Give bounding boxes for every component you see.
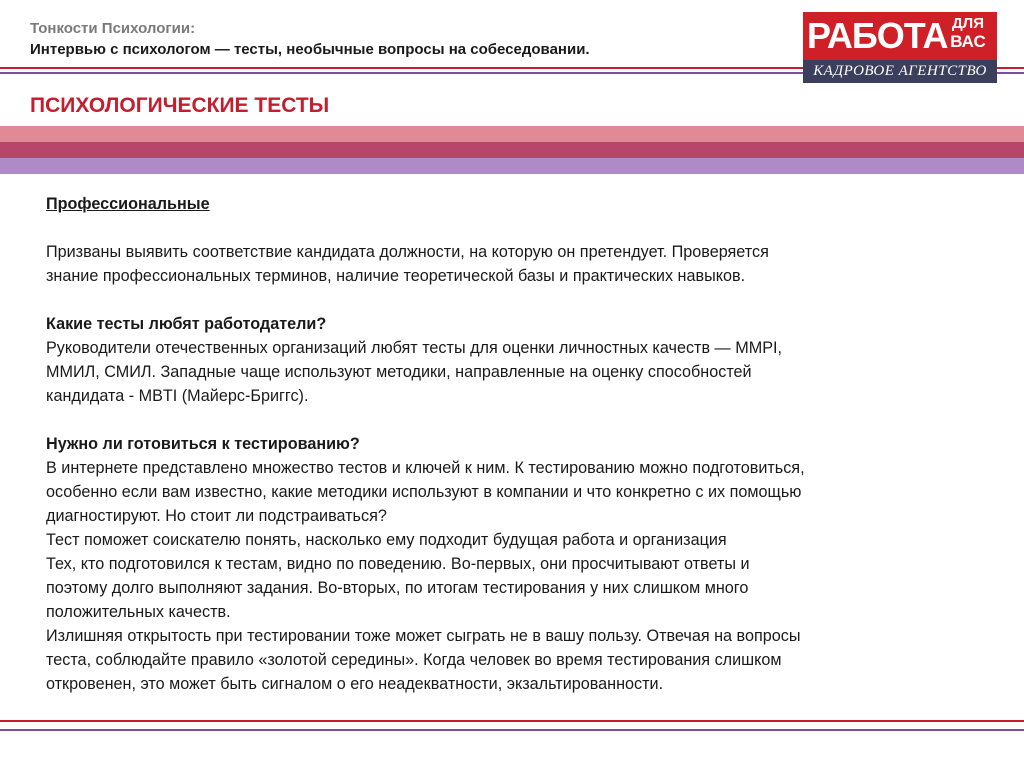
paragraph-line: диагностируют. Но стоит ли подстраиваться? <box>46 507 387 525</box>
paragraph-line: Призваны выявить соответствие кандидата должности, на которую он претендует. Проверяется <box>46 243 769 261</box>
decor-band-pink <box>0 126 1024 142</box>
paragraph-line: Тех, кто подготовился к тестам, видно по поведению. Во-первых, они просчитывают ответы и <box>46 555 750 573</box>
paragraph-line: Тест поможет соискателю понять, насколько ему подходит будущая работа и организация <box>46 531 727 549</box>
paragraph-line: откровенен, это может быть сигналом о его неадекватности, экзальтированности. <box>46 675 664 693</box>
paragraph-line: особенно если вам известно, какие методики используют в компании и что конкретно с их помощью <box>46 483 802 501</box>
logo-dlya-text: ДЛЯ <box>952 15 984 32</box>
header-title: Интервью с психологом — тесты, необычные вопросы на собеседовании. <box>30 41 590 58</box>
footer-rule-purple <box>0 729 1024 731</box>
heading-professional: Профессиональные <box>46 195 210 213</box>
logo-main-text: РАБОТА <box>807 15 948 56</box>
section-title: ПСИХОЛОГИЧЕСКИЕ ТЕСТЫ <box>30 94 330 117</box>
paragraph-line: Излишняя открытость при тестировании тоже может сыграть не в вашу пользу. Отвечая на вопросы <box>46 627 801 645</box>
footer-rule-red <box>0 720 1024 722</box>
paragraph-line: положительных качеств. <box>46 603 231 621</box>
logo-agency-text: КАДРОВОЕ АГЕНТСТВО <box>813 63 987 79</box>
paragraph-line: знание профессиональных терминов, наличие теоретической базы и практических навыков. <box>46 267 746 285</box>
decor-band-rose <box>0 142 1024 158</box>
logo-vas-text: ВАС <box>950 32 986 51</box>
company-logo <box>803 12 997 83</box>
header-subtitle: Тонкости Психологии: <box>30 20 196 37</box>
question-employers: Какие тесты любят работодатели? <box>46 315 327 333</box>
paragraph-line: Руководители отечественных организаций любят тесты для оценки личностных качеств — MMPI, <box>46 339 782 357</box>
paragraph-line: ММИЛ, СМИЛ. Западные чаще используют методики, направленные на оценку способностей <box>46 363 752 381</box>
paragraph-line: кандидата - MBTI (Майерс-Бриггс). <box>46 387 309 405</box>
main-content <box>46 192 996 696</box>
paragraph-line: поэтому долго выполняют задания. Во-вторых, по итогам тестирования у них слишком много <box>46 579 749 597</box>
paragraph-line: В интернете представлено множество тестов и ключей к ним. К тестированию можно подготовиться, <box>46 459 805 477</box>
question-preparation: Нужно ли готовиться к тестированию? <box>46 435 360 453</box>
logo-top-block <box>803 12 997 60</box>
decor-band-lilac <box>0 158 1024 174</box>
logo-bottom-block <box>803 60 997 83</box>
paragraph-line: теста, соблюдайте правило «золотой середины». Когда человек во время тестирования слишком <box>46 651 782 669</box>
